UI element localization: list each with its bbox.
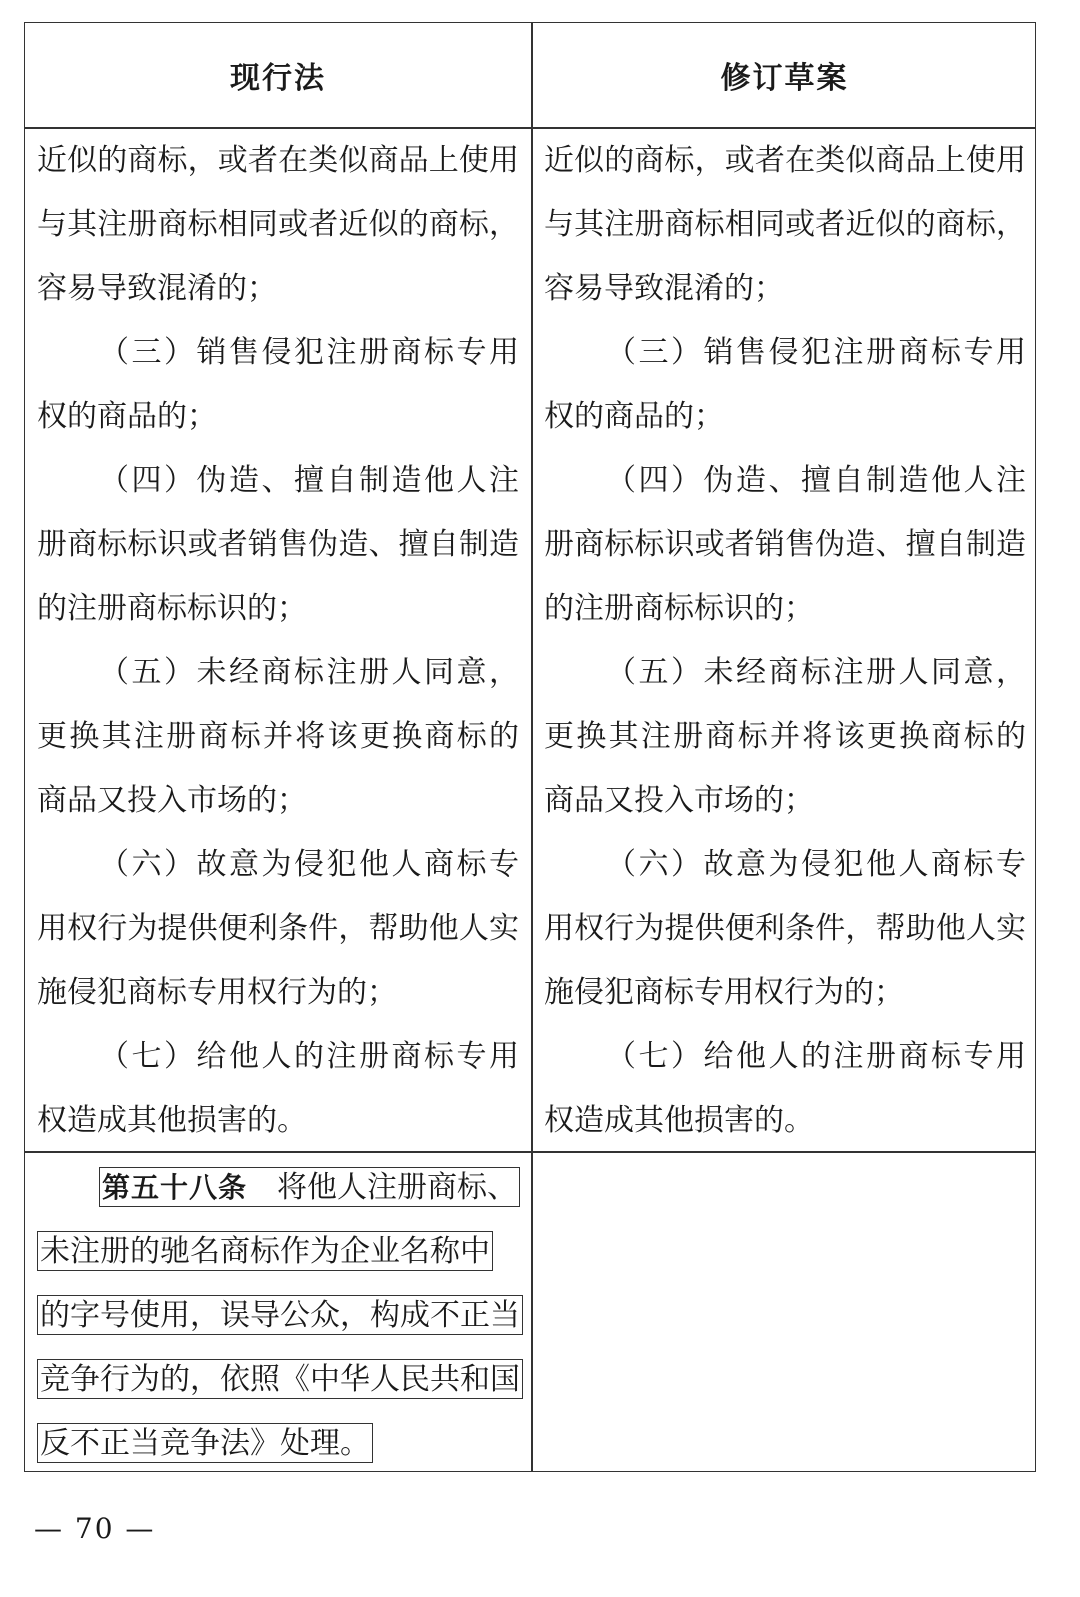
page-number: — 70 — bbox=[34, 1512, 156, 1545]
article-58-cell bbox=[37, 1155, 519, 1475]
current-law-line: 用权行为提供便利条件，帮助他人实 bbox=[37, 911, 519, 946]
revised-draft-line: 容易导致混淆的； bbox=[544, 271, 784, 306]
revised-draft-line: （五）未经商标注册人同意， bbox=[606, 655, 1026, 690]
revised-draft-column bbox=[544, 129, 1026, 1153]
current-law-line: 权造成其他损害的。 bbox=[37, 1103, 307, 1138]
article-58-line5: 反不正当竞争法》处理。 bbox=[37, 1423, 373, 1463]
current-law-line: 施侵犯商标专用权行为的； bbox=[37, 975, 397, 1010]
current-law-line: 商品又投入市场的； bbox=[37, 783, 307, 818]
current-law-line: 册商标标识或者销售伪造、擅自制造 bbox=[37, 527, 519, 562]
current-law-line: 权的商品的； bbox=[37, 399, 217, 434]
article-58-line4: 竞争行为的，依照《中华人民共和国 bbox=[37, 1359, 523, 1399]
header-current-law: 现行法 bbox=[230, 61, 326, 96]
revised-draft-line: （六）故意为侵犯他人商标专 bbox=[606, 847, 1026, 882]
revised-draft-line: 用权行为提供便利条件，帮助他人实 bbox=[544, 911, 1026, 946]
current-law-line: 与其注册商标相同或者近似的商标， bbox=[37, 207, 519, 242]
revised-draft-line: 施侵犯商标专用权行为的； bbox=[544, 975, 904, 1010]
current-law-line: （七）给他人的注册商标专用 bbox=[99, 1039, 519, 1074]
article-58-line1: 将他人注册商标、 bbox=[277, 1170, 518, 1205]
revised-draft-line: 册商标标识或者销售伪造、擅自制造 bbox=[544, 527, 1026, 562]
current-law-line: （六）故意为侵犯他人商标专 bbox=[99, 847, 519, 882]
article-58-title: 第五十八条 bbox=[102, 1171, 248, 1204]
current-law-line: （四）伪造、擅自制造他人注 bbox=[99, 463, 519, 498]
column-divider bbox=[531, 23, 533, 1471]
revised-draft-line: 的注册商标标识的； bbox=[544, 591, 814, 626]
header-revised-draft: 修订草案 bbox=[720, 61, 849, 96]
revised-draft-line: 与其注册商标相同或者近似的商标， bbox=[544, 207, 1026, 242]
revised-draft-line: （四）伪造、擅自制造他人注 bbox=[606, 463, 1026, 498]
article-58-box-line1 bbox=[99, 1167, 520, 1207]
current-law-line: 近似的商标，或者在类似商品上使用 bbox=[37, 143, 519, 178]
current-law-line: 更换其注册商标并将该更换商标的 bbox=[37, 719, 519, 754]
current-law-column bbox=[37, 129, 519, 1153]
revised-draft-line: 权的商品的； bbox=[544, 399, 724, 434]
article-58-line2: 未注册的驰名商标作为企业名称中 bbox=[37, 1231, 493, 1271]
current-law-line: （三）销售侵犯注册商标专用 bbox=[99, 335, 519, 370]
comparison-table bbox=[24, 22, 1036, 1472]
revised-draft-line: 近似的商标，或者在类似商品上使用 bbox=[544, 143, 1026, 178]
revised-draft-line: 更换其注册商标并将该更换商标的 bbox=[544, 719, 1026, 754]
revised-draft-line: 商品又投入市场的； bbox=[544, 783, 814, 818]
revised-draft-line: （七）给他人的注册商标专用 bbox=[606, 1039, 1026, 1074]
revised-draft-line: 权造成其他损害的。 bbox=[544, 1103, 814, 1138]
article-58-line3: 的字号使用，误导公众，构成不正当 bbox=[37, 1295, 523, 1335]
revised-draft-line: （三）销售侵犯注册商标专用 bbox=[606, 335, 1026, 370]
current-law-line: 的注册商标标识的； bbox=[37, 591, 307, 626]
current-law-line: （五）未经商标注册人同意， bbox=[99, 655, 519, 690]
current-law-line: 容易导致混淆的； bbox=[37, 271, 277, 306]
